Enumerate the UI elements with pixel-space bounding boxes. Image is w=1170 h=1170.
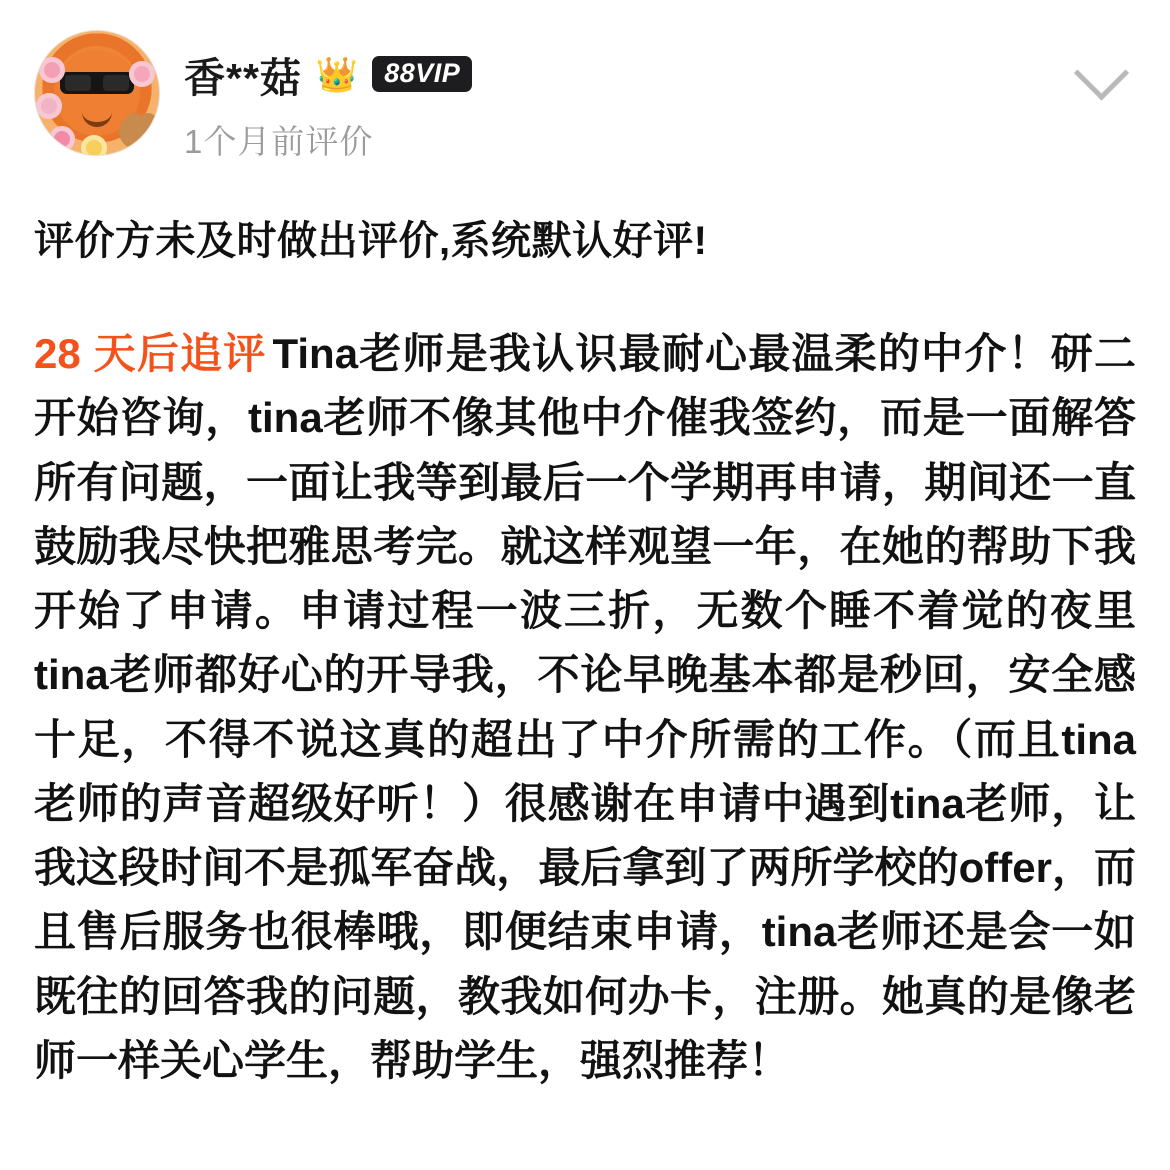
- flower-icon: [36, 93, 62, 119]
- user-name-row: [184, 48, 1066, 100]
- flower-icon: [49, 126, 75, 152]
- first-review-text: 评价方未及时做出评价,系统默认好评!: [34, 219, 708, 263]
- review-body: [34, 214, 1136, 1093]
- sunglasses-icon: [60, 72, 134, 94]
- collapse-button[interactable]: [1066, 46, 1136, 116]
- flower-icon: [39, 57, 65, 83]
- vip-badge[interactable]: 88VIP: [372, 56, 472, 93]
- avatar[interactable]: [34, 30, 160, 156]
- flower-icon: [81, 135, 107, 156]
- user-info: [184, 30, 1066, 163]
- followup-review: [34, 322, 1136, 1093]
- review-header: [34, 30, 1136, 180]
- flower-icon: [129, 61, 155, 87]
- review-timestamp: 1个月前评价: [184, 123, 374, 160]
- followup-label: 28 天后追评: [34, 330, 267, 377]
- followup-text: Tina老师是我认识最耐心最温柔的中介！研二开始咨询，tina老师不像其他中介催我签约，而是一面解答所有问题，一面让我等到最后一个学期再申请，期间还一直鼓励我尽快把雅思考完。就这样观望一年，在她的帮助下我开始了申请。申请过程一波三折，无数个睡不着觉的夜里tina老师都好心的开导我，不论早晚基本都是秒回，安全感十足，不得不说这真的超出了中介所需的工作。（而且tina老师的声音超级好听！）很感谢在申请中遇到tina老师，让我这段时间不是孤军奋战，最后拿到了两所学校的offer，而且售后服务也很棒哦，即便结束申请，tina老师还是会一如既往的回答我的问题，教我如何办卡，注册。她真的是像老师一样关心学生，帮助学生，强烈推荐！: [34, 330, 1136, 1084]
- bear-icon: [119, 115, 153, 149]
- crown-icon: 👑: [315, 56, 359, 94]
- user-name: 香**菇: [184, 54, 302, 101]
- chevron-down-icon: [1073, 45, 1128, 100]
